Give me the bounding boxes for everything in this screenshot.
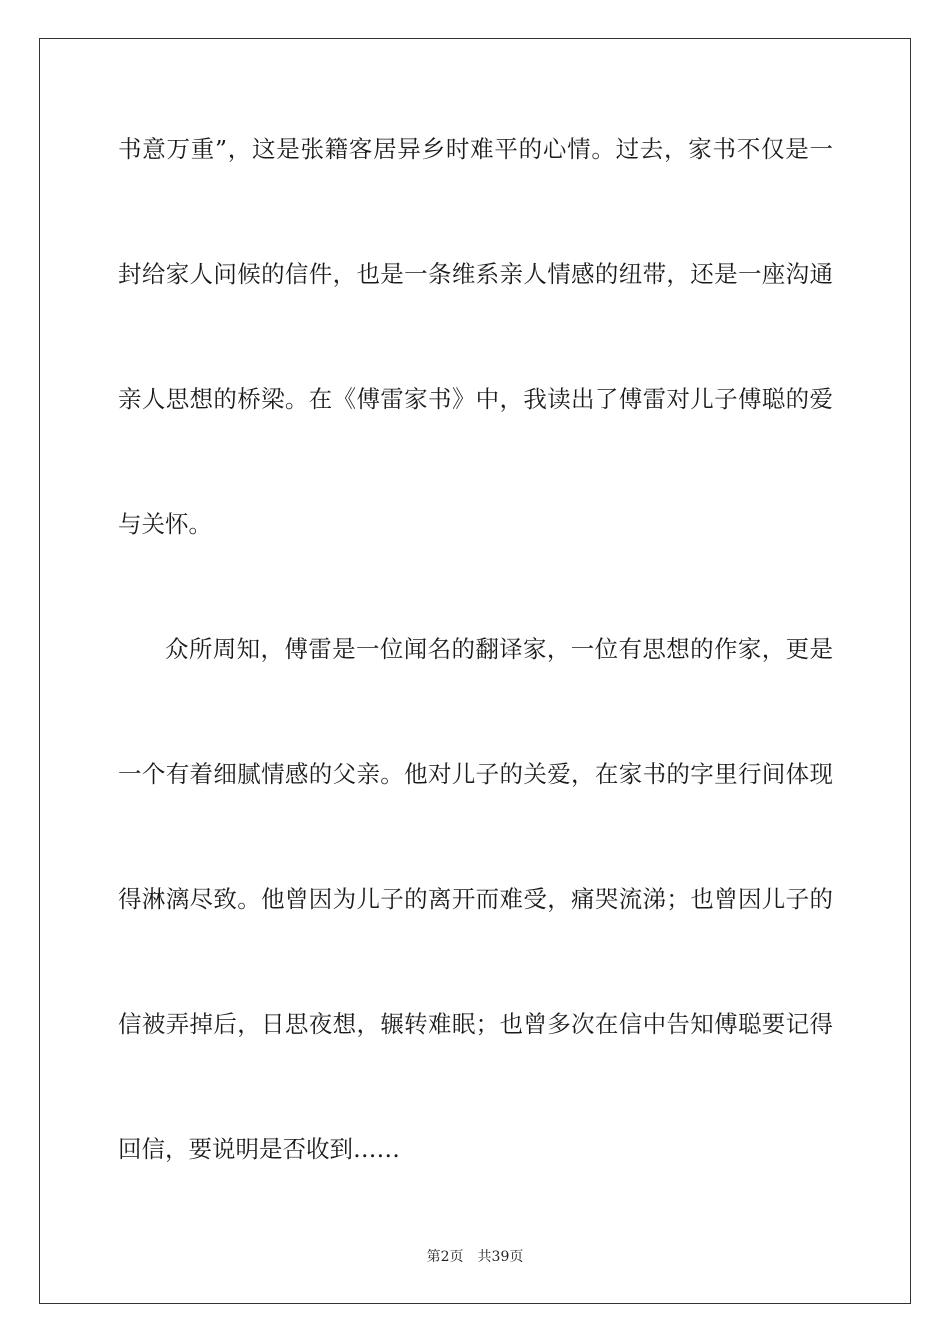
paragraph-line: 回信，要说明是否收到…… bbox=[118, 1135, 400, 1163]
paragraph-line: 信被弄掉后，日思夜想，辗转难眠；也曾多次在信中告知傅聪要记得 bbox=[118, 1010, 833, 1038]
page-footer bbox=[0, 1248, 950, 1266]
paragraph-line: 亲人思想的桥梁。在《傅雷家书》中，我读出了傅雷对儿子傅聪的爱 bbox=[118, 385, 833, 413]
paragraph-line: 得淋漓尽致。他曾因为儿子的离开而难受，痛哭流涕；也曾因儿子的 bbox=[118, 885, 833, 913]
page-frame bbox=[39, 38, 911, 1304]
paragraph-line: 与关怀。 bbox=[118, 510, 212, 538]
paragraph-line: 书意万重”，这是张籍客居异乡时难平的心情。过去，家书不仅是一 bbox=[118, 135, 833, 163]
paragraph-line: 一个有着细腻情感的父亲。他对儿子的关爱，在家书的字里行间体现 bbox=[118, 760, 833, 788]
paragraph-line: 封给家人问候的信件，也是一条维系亲人情感的纽带，还是一座沟通 bbox=[118, 260, 833, 288]
paragraph-line: 众所周知，傅雷是一位闻名的翻译家，一位有思想的作家，更是 bbox=[165, 635, 833, 663]
total-pages: 共39页 bbox=[477, 1249, 524, 1265]
page-number: 第2页 bbox=[426, 1249, 464, 1265]
